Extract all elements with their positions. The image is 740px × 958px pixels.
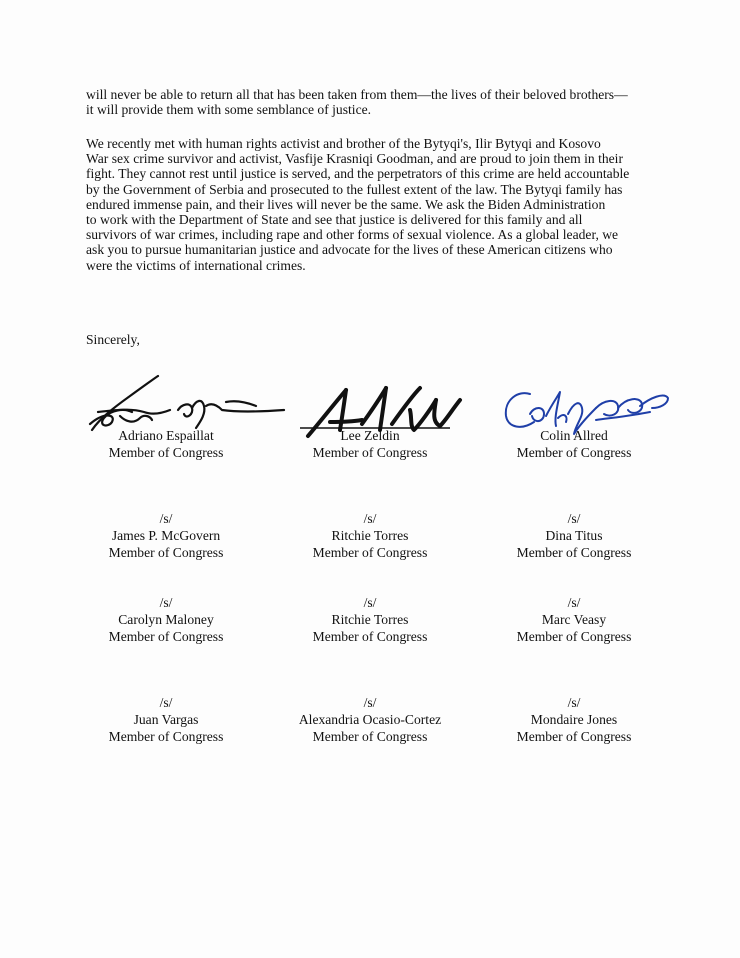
body-paragraph-1 xyxy=(86,87,658,117)
paragraph-line: by the Government of Serbia and prosecuted to the fullest extent of the law. The Bytyqi family has xyxy=(86,181,623,197)
paragraph-line: were the victims of international crimes. xyxy=(86,257,306,273)
signature-mark: /s/ xyxy=(159,511,173,526)
signer-name: Colin Allred xyxy=(540,428,608,443)
signature-mark: /s/ xyxy=(363,695,377,710)
signer-title: Member of Congress xyxy=(312,445,428,460)
paragraph-line: to work with the Department of State and see that justice is delivered for this family and all xyxy=(86,212,583,228)
signer-name: Alexandria Ocasio-Cortez xyxy=(298,712,442,727)
body-paragraph-2 xyxy=(86,136,658,273)
signer-name: Dina Titus xyxy=(545,528,603,543)
signer-name: James P. McGovern xyxy=(111,528,221,543)
signature-mark: /s/ xyxy=(363,595,377,610)
signature-mark: /s/ xyxy=(567,595,581,610)
signer-title: Member of Congress xyxy=(312,629,428,644)
paragraph-line: survivors of war crimes, including rape and other forms of sexual violence. As a global leader, we xyxy=(86,227,619,243)
signer-title: Member of Congress xyxy=(516,445,632,460)
signer-title: Member of Congress xyxy=(108,445,224,460)
signature-block xyxy=(270,594,470,645)
signer-title: Member of Congress xyxy=(108,629,224,644)
signature-mark: /s/ xyxy=(363,511,377,526)
signer-title: Member of Congress xyxy=(108,545,224,560)
signature-mark: /s/ xyxy=(159,595,173,610)
paragraph-line: will never be able to return all that has been taken from them—the lives of their beloved brothers— xyxy=(86,87,628,102)
signer-name: Ritchie Torres xyxy=(331,612,409,627)
paragraph-line: We recently met with human rights activist and brother of the Bytyqi's, Ilir Bytyqi and Kosovo xyxy=(86,136,601,151)
closing-salutation: Sincerely, xyxy=(86,332,140,347)
signature-mark: /s/ xyxy=(567,695,581,710)
paragraph-line: it will provide them with some semblance of justice. xyxy=(86,102,372,118)
signer-title: Member of Congress xyxy=(516,545,632,560)
paragraph-line: fight. They cannot rest until justice is served, and the perpetrators of this crime are held accountable xyxy=(86,166,630,182)
signature-block xyxy=(474,427,674,461)
signer-name: Carolyn Maloney xyxy=(118,612,214,627)
signer-title: Member of Congress xyxy=(516,629,632,644)
signature-block xyxy=(474,594,674,645)
paragraph-line: ask you to pursue humanitarian justice and advocate for the lives of these American citizens who xyxy=(86,242,613,258)
signer-title: Member of Congress xyxy=(312,545,428,560)
signature-block xyxy=(474,694,674,745)
signature-block xyxy=(270,510,470,561)
signature-espaillat-image xyxy=(86,372,286,432)
signer-title: Member of Congress xyxy=(312,729,428,744)
signer-name: Ritchie Torres xyxy=(331,528,409,543)
signer-name: Juan Vargas xyxy=(133,712,199,727)
signer-name: Lee Zeldin xyxy=(340,428,400,443)
signature-block xyxy=(66,427,266,461)
signer-name: Marc Veasy xyxy=(541,612,607,627)
signature-block xyxy=(66,510,266,561)
paragraph-line: War sex crime survivor and activist, Vasfije Krasniqi Goodman, and are proud to join them in their xyxy=(86,151,623,167)
signature-mark: /s/ xyxy=(567,511,581,526)
signature-block xyxy=(474,510,674,561)
signer-title: Member of Congress xyxy=(108,729,224,744)
signature-block xyxy=(270,694,470,745)
signature-block xyxy=(66,594,266,645)
signature-mark: /s/ xyxy=(159,695,173,710)
signature-block xyxy=(66,694,266,745)
paragraph-line: endured immense pain, and their lives will never be the same. We ask the Biden Administration xyxy=(86,196,606,212)
signature-block xyxy=(270,427,470,461)
signer-title: Member of Congress xyxy=(516,729,632,744)
signer-name: Mondaire Jones xyxy=(530,712,618,727)
signer-name: Adriano Espaillat xyxy=(118,428,214,443)
